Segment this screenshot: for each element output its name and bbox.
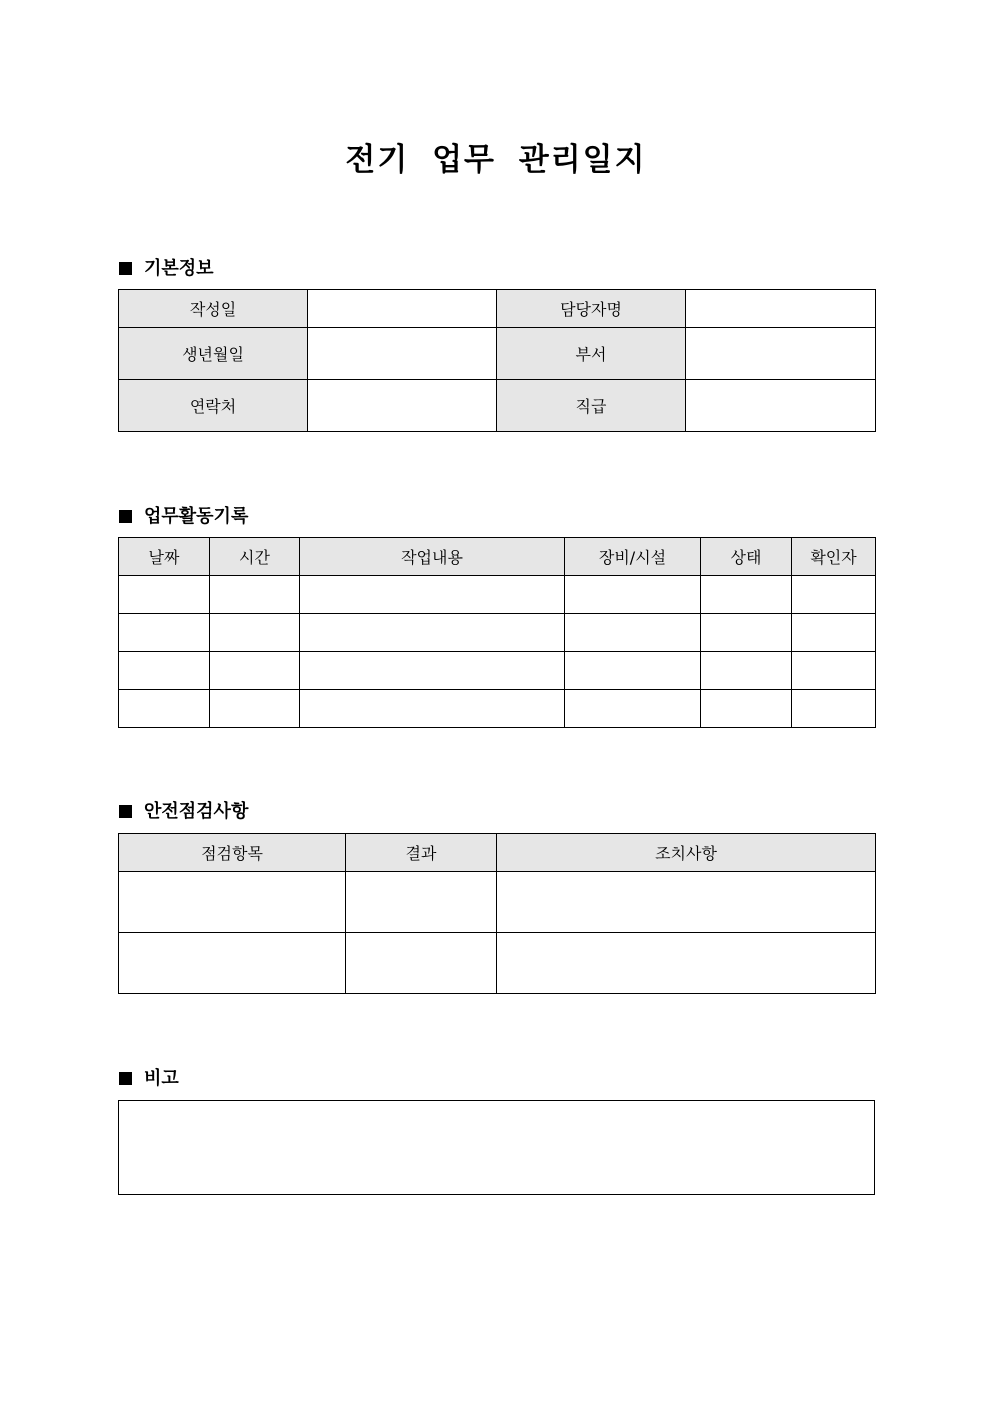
table-cell[interactable]	[210, 614, 300, 652]
table-cell[interactable]	[300, 690, 565, 728]
table-cell[interactable]	[119, 933, 346, 994]
remarks-heading-text: 비고	[144, 1068, 179, 1089]
table-cell[interactable]	[119, 872, 346, 933]
safety-table	[118, 833, 876, 994]
column-header: 작업내용	[300, 538, 565, 576]
table-cell[interactable]	[701, 614, 792, 652]
manager-name-field[interactable]	[686, 290, 876, 328]
written-date-field[interactable]	[308, 290, 497, 328]
basic-info-heading	[119, 254, 214, 280]
table-cell[interactable]	[300, 614, 565, 652]
label-cell: 연락처	[119, 380, 308, 432]
table-cell[interactable]	[792, 652, 876, 690]
table-cell[interactable]	[792, 576, 876, 614]
table-row	[119, 652, 876, 690]
remarks-box[interactable]	[118, 1100, 875, 1195]
column-header: 시간	[210, 538, 300, 576]
square-bullet-icon	[119, 1072, 132, 1085]
label-cell: 부서	[497, 328, 686, 380]
table-cell[interactable]	[497, 872, 876, 933]
table-cell[interactable]	[565, 652, 701, 690]
square-bullet-icon	[119, 805, 132, 818]
basic-info-table	[118, 289, 876, 432]
table-cell[interactable]	[119, 652, 210, 690]
activity-heading	[119, 502, 248, 528]
table-cell[interactable]	[210, 576, 300, 614]
safety-heading	[119, 797, 248, 823]
table-row	[119, 872, 876, 933]
table-cell[interactable]	[300, 652, 565, 690]
table-row	[119, 614, 876, 652]
basic-info-heading-text: 기본정보	[144, 258, 214, 279]
table-cell[interactable]	[701, 652, 792, 690]
table-cell[interactable]	[210, 652, 300, 690]
department-field[interactable]	[686, 328, 876, 380]
column-header: 상태	[701, 538, 792, 576]
safety-heading-text: 안전점검사항	[144, 801, 249, 822]
label-cell: 담당자명	[497, 290, 686, 328]
column-header: 결과	[346, 834, 497, 872]
column-header: 날짜	[119, 538, 210, 576]
table-row	[119, 380, 876, 432]
label-cell: 직급	[497, 380, 686, 432]
contact-field[interactable]	[308, 380, 497, 432]
position-field[interactable]	[686, 380, 876, 432]
table-row	[119, 328, 876, 380]
activity-heading-text: 업무활동기록	[144, 506, 249, 527]
table-cell[interactable]	[346, 872, 497, 933]
table-cell[interactable]	[119, 690, 210, 728]
table-cell[interactable]	[119, 576, 210, 614]
table-row	[119, 933, 876, 994]
table-header-row	[119, 834, 876, 872]
activity-table	[118, 537, 876, 728]
column-header: 확인자	[792, 538, 876, 576]
table-cell[interactable]	[792, 690, 876, 728]
table-cell[interactable]	[210, 690, 300, 728]
table-cell[interactable]	[565, 576, 701, 614]
page-title: 전기 업무 관리일지	[345, 142, 647, 178]
table-cell[interactable]	[565, 690, 701, 728]
table-cell[interactable]	[119, 614, 210, 652]
remarks-heading	[119, 1064, 179, 1090]
table-cell[interactable]	[497, 933, 876, 994]
column-header: 점검항목	[119, 834, 346, 872]
square-bullet-icon	[119, 262, 132, 275]
table-cell[interactable]	[565, 614, 701, 652]
table-row	[119, 690, 876, 728]
table-row	[119, 576, 876, 614]
table-cell[interactable]	[701, 690, 792, 728]
table-cell[interactable]	[300, 576, 565, 614]
table-row	[119, 290, 876, 328]
label-cell: 작성일	[119, 290, 308, 328]
table-header-row	[119, 538, 876, 576]
table-cell[interactable]	[701, 576, 792, 614]
table-cell[interactable]	[346, 933, 497, 994]
label-cell: 생년월일	[119, 328, 308, 380]
table-cell[interactable]	[792, 614, 876, 652]
birthdate-field[interactable]	[308, 328, 497, 380]
square-bullet-icon	[119, 510, 132, 523]
column-header: 조치사항	[497, 834, 876, 872]
column-header: 장비/시설	[565, 538, 701, 576]
